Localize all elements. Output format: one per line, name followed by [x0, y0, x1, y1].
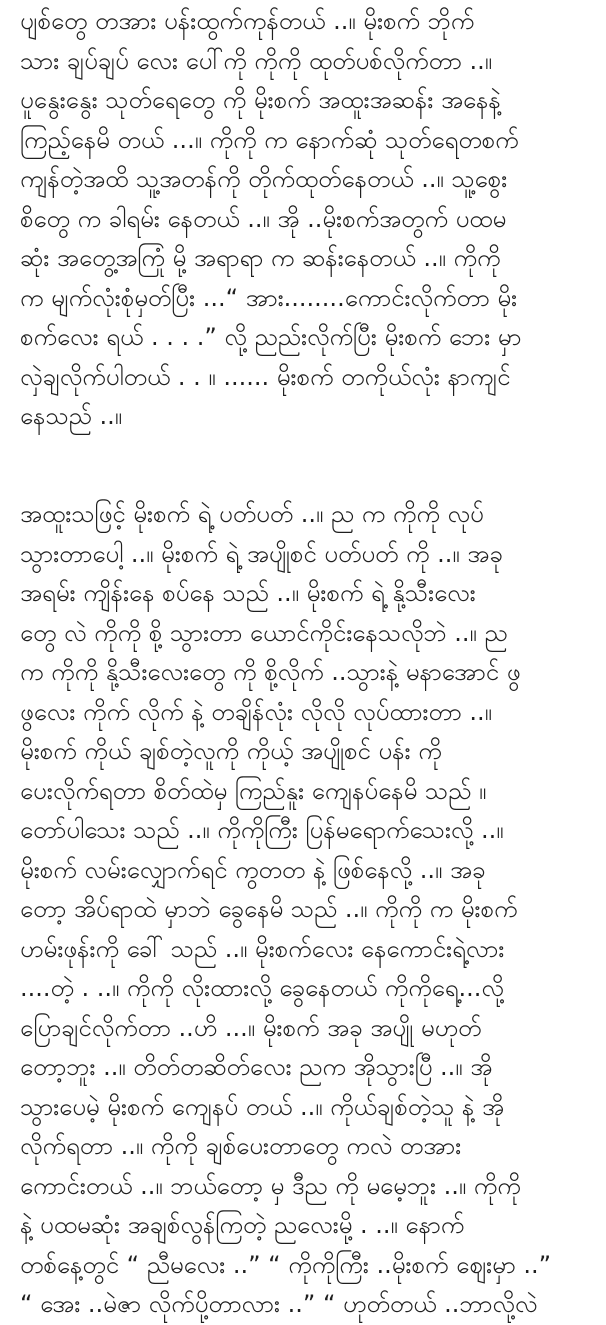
text-line: မိုးစက် လမ်းလျှောက်ရင် ကွတတ နဲ့ ဖြစ်နေလို့ ..။ အခု: [20, 855, 486, 884]
text-line: လိုက်ရတာ ..။ ကိုကို ချစ်ပေးတာတွေ ကလဲ တအား: [20, 1132, 462, 1160]
text-line: ....တဲ့ . ..။ ကိုကို လိုးထားလို့ ခွေနေတယ် ကိုကိုရေ့...လို့: [20, 974, 504, 1002]
text-line: အရမ်း ကျိန်းနေ စပ်နေ သည် ..။ မိုးစက် ရဲ့ နို့သီးလေး: [20, 579, 476, 607]
text-line: နဲ့ ပထမဆုံး အချစ်လွန်ကြတဲ့ ညလေးမို့ . ..။ နောက်: [20, 1211, 465, 1239]
text-line: က မျက်လုံးစုံမှတ်ပြီး ...“ အား........ကောင်းလိုက်တာ မိုး: [20, 283, 518, 312]
text-line: တော်ပါသေး သည် ..။ ကိုကိုကြီး ပြန်မရောက်သေးလို့ ..။: [20, 816, 504, 844]
text-line: မိုးစက် ကိုယ် ချစ်တဲ့လူကို ကိုယ့် အပျိုစင် ပန်း ကို: [20, 737, 442, 765]
text-line: ပြောချင်လိုက်တာ ..ဟိ ...။ မိုးစက် အခု အပျို မဟုတ်: [20, 1013, 482, 1042]
text-line: သွားတာပေါ့ ..။ မိုးစက် ရဲ့ အပျိုစင် ပတ်ပတ် ကို ..။ အခု: [20, 539, 503, 568]
text-line: ကောင်းတယ် ..။ ဘယ်တော့ မှ ဒီည ကို မမေ့ဘူး ..။ ကိုကို: [20, 1171, 521, 1200]
text-line: က ကိုကို နို့သီးလေးတွေ ကို စို့လိုက် ..သွားနဲ့ မနာအောင် ဖွ: [20, 658, 521, 686]
text-line: တစ်နေ့တွင် “ ညီမလေး ..” “ ကိုကိုကြီး ..မိုးစက် ဈေးမှာ ..”: [20, 1250, 552, 1279]
text-line: ဖွလေး ကိုက် လိုက် နဲ့ တချိန်လုံး လိုလို လုပ်ထားတာ ..။: [20, 697, 492, 726]
text-line: ပေးလိုက်ရတာ စိတ်ထဲမှ ကြည်နူး ကျေနပ်နေမိ သည် ။: [20, 776, 487, 805]
text-line: သွားပေမဲ့ မိုးစက် ကျေနပ် တယ် ..။ ကိုယ်ချစ်တဲ့သူ နဲ့ အို: [20, 1092, 504, 1121]
text-line: ကြည့်နေမိ တယ် ...။ ကိုကို က နောက်ဆုံ သုတ်ရေတစက်: [20, 125, 519, 154]
text-line: ပူနွေးနွေး သုတ်ရေတွေ ကို မိုးစက် အထူးအဆန်း အနေနဲ့: [20, 86, 501, 114]
text-line: ဆုံး အတွေ့အကြုံ မို့ အရာရာ က ဆန်းနေတယ် ..။ ကိုကို: [20, 244, 501, 272]
text-line: ကျန်တဲ့အထိ သူ့အတန်ကို တိုက်ထုတ်နေတယ် ..။ သူ့စွေး: [20, 165, 508, 193]
text-line: နေသည် ..။: [20, 402, 123, 430]
text-line: သား ချပ်ချပ် လေး ပေါ်ကို ကိုကို ထုတ်ပစ်လိုက်တာ ..။: [20, 46, 493, 75]
text-line: စက်လေး ရယ် . . . .” လို့ ညည်းလိုက်ပြီး မိုးစက် ဘေး မှာ: [20, 323, 522, 351]
text-line: “ အေး ..မဲဇာ လိုက်ပို့တာလား ..” “ ဟုတ်တယ် ..ဘာလို့လဲ: [20, 1290, 538, 1318]
text-line: အထူးသဖြင့် မိုးစက် ရဲ့ ပတ်ပတ် ..။ ည က ကိုကို လုပ်: [20, 500, 484, 528]
paragraph-1: [20, 2, 586, 437]
text-line: ပျစ်တွေ တအား ပန်းထွက်ကုန်တယ် ..။ မိုးစက် ဘိုက်: [20, 7, 475, 35]
text-line: ဟမ်းဖုန်းကို ခေါ် သည် ..။ မိုးစက်လေး နေကောင်းရဲ့လား: [20, 934, 505, 963]
text-line: တွေ လဲ ကိုကို စို့ သွားတာ ယောင်ကိုင်းနေသလိုဘဲ ..။ ည: [20, 618, 508, 647]
text-line: စိတွေ က ခါရမ်း နေတယ် ..။ အို ..မိုးစက်အတွက် ပထမ: [20, 204, 507, 233]
text-line: လှဲချလိုက်ပါတယ် . . ။ ...... မိုးစက် တကိုယ်လုံး နာကျင်: [20, 362, 511, 391]
text-line: တော့ဘူး ..။ တိတ်တဆိတ်လေး ညက အိုသွားပြီ ..။ အို: [20, 1053, 493, 1081]
paragraph-2: [20, 495, 586, 1325]
text-line: တော့ အိပ်ရာထဲ မှာဘဲ ခွေနေမိ သည် ..။ ကိုကို က မိုးစက်: [20, 895, 518, 923]
